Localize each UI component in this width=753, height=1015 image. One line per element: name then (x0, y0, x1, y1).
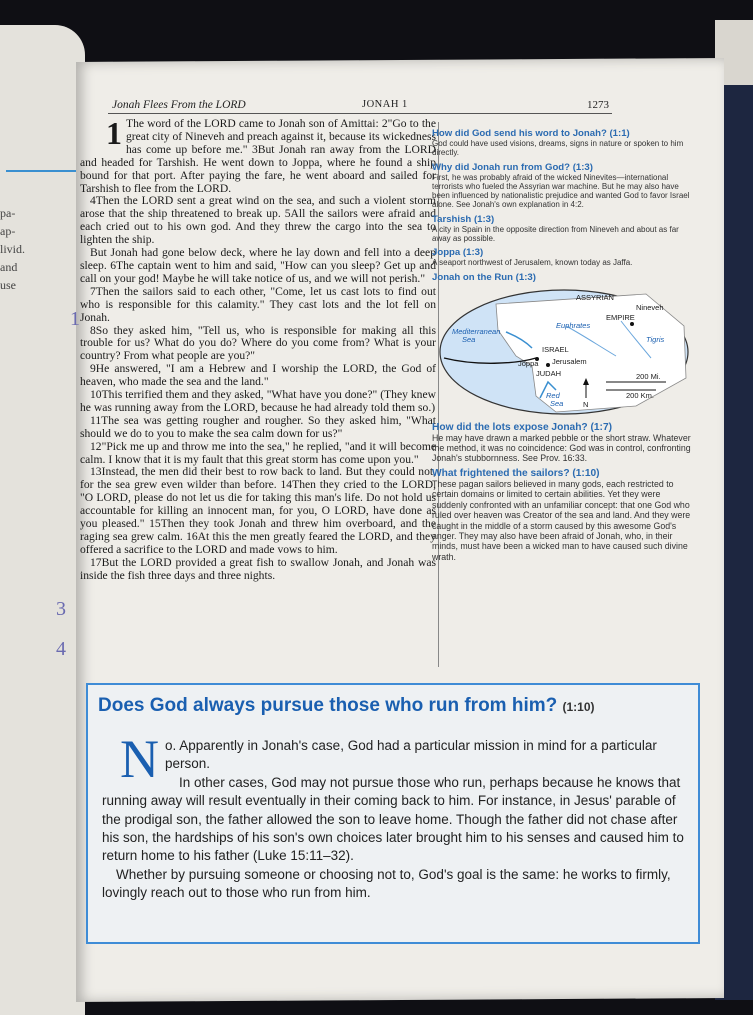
map-label-north: N (583, 399, 589, 409)
margin-annotation: 3 (56, 598, 66, 620)
map-label-red-sea: Sea (550, 398, 564, 408)
map-svg (436, 286, 692, 416)
note-text: God could have used visions, dreams, signs in nature or spoken to him directly. (432, 139, 684, 158)
verse-paragraph: 10This terrified them and they asked, "What have you done?" (They knew he was running away from the LORD, because he had already told them so.) (80, 388, 436, 414)
chapter-number: 1 (106, 115, 122, 151)
note-title: How did the lots expose Jonah? (1:7) (432, 421, 612, 433)
map-label-assyrian: ASSYRIAN (576, 292, 614, 302)
feature-paragraph: In other cases, God may not pursue those who run, perhaps because he knows that running away will result eventually in their coming back to him. For instance, in Jesus' parable of the prodigal son, the father allowed the son to leave home. Though the father did not chase after his son, the hardships of his son's own choices later brought him to his senses and caused him to return home to his father (Luke 15:11–32). (102, 774, 684, 864)
map-title: Jonah on the Run (1:3) (432, 271, 536, 283)
study-note (432, 128, 697, 158)
verse-paragraph: But Jonah had gone below deck, where he lay down and fell into a deep sleep. 6The captain went to him and said, "How can you sleep? Get up and call on your god! Maybe he will take notice of us, and we will not perish." (80, 246, 436, 285)
feature-paragraph: o. Apparently in Jonah's case, God had a particular mission in mind for a particular person. (165, 738, 657, 772)
margin-annotation: 4 (56, 638, 66, 660)
left-page-fragment: livid. (0, 242, 26, 256)
jerusalem-marker (546, 363, 550, 367)
map-jonah-on-the-run (436, 286, 692, 416)
map-label-euphrates: Euphrates (556, 320, 591, 330)
verse-paragraph: 7Then the sailors said to each other, "Come, let us cast lots to find out who is responsible for this calamity." They cast lots and the lot fell on Jonah. (80, 284, 436, 324)
feature-title-text: Does God always pursue those who run from him? (98, 695, 558, 716)
feature-title (98, 695, 595, 717)
section-heading: Jonah Flees From the LORD (112, 99, 246, 111)
note-title: Joppa (1:3) (432, 247, 484, 259)
note-text: These pagan sailors believed in many gods, each restricted to certain domains or limited to certain abilities. Yet they were suddenly confronted with an unfamiliar concept: that one God who ruled over heaven was Creator of the sea and land. And they were caught in the middle of a storm caused by this awesome God's anger. They may also have been afraid of Jonah, who, in their minds, must have been a wicked man to have caused such divine wrath. (432, 478, 691, 562)
page-number: 1273 (587, 99, 609, 111)
verse-paragraph: 9He answered, "I am a Hebrew and I worship the LORD, the God of heaven, who made the sea and the land." (80, 362, 436, 389)
drop-cap: N (120, 729, 159, 789)
nineveh-marker (630, 322, 634, 326)
map-label-israel: ISRAEL (542, 344, 569, 354)
map-label-mediterranean: Mediterranean (452, 326, 501, 336)
map-label-nineveh: Nineveh (636, 302, 664, 312)
map-label-joppa: Joppa (518, 358, 539, 368)
map-label-empire: EMPIRE (606, 312, 635, 322)
study-notes-column (432, 128, 697, 566)
map-label-scale-km: 200 Km. (626, 390, 654, 400)
note-text: A seaport northwest of Jerusalem, known today as Jaffa. (432, 258, 633, 268)
verse-paragraph: 11The sea was getting rougher and rougher. So they asked him, "What should we do to you to make the sea calm down for us?" (80, 413, 436, 440)
verse-paragraph: 4Then the LORD sent a great wind on the sea, and such a violent storm arose that the ship threatened to break up. 5All the sailors were afraid and each cried out to his own god. And they threw the cargo into the sea to lighten the ship. (80, 194, 436, 247)
left-page (0, 25, 85, 1015)
note-title: Tarshish (1:3) (432, 213, 495, 225)
verse-paragraph: The word of the LORD came to Jonah son of Amittai: 2"Go to the great city of Nineveh and preach against it, because its wickedness has come up before me." 3But Jonah ran away from the LORD and headed for Tarshish. He went down to Joppa, where he found a ship bound for that port. After paying the fare, he went aboard and sailed for Tarshish to flee from the LORD. (80, 117, 436, 195)
left-page-rule (6, 170, 76, 172)
note-text: First, he was probably afraid of the wicked Ninevites—international terrorists who fueled the Assyrian war machine. But he may also have been influenced by nationalistic prejudice and wanted God to favor Israel alone. See Jonah's own explanation in 4:2. (432, 172, 690, 210)
note-title: Why did Jonah run from God? (1:3) (432, 161, 593, 173)
note-title: What frightened the sailors? (1:10) (432, 467, 600, 479)
running-head: JONAH 1 (362, 99, 408, 110)
verse-paragraph: 12"Pick me up and throw me into the sea," he replied, "and it will become calm. I know that it is my fault that this great storm has come upon you." (80, 439, 436, 466)
study-note (432, 162, 697, 210)
study-note (432, 422, 697, 464)
scripture-column (80, 115, 436, 670)
feature-body (102, 729, 684, 903)
map-label-mediterranean-sea: Sea (462, 334, 476, 344)
header-rule (108, 113, 612, 114)
study-note (432, 214, 697, 244)
map-label-jerusalem: Jerusalem (552, 356, 587, 366)
note-text: He may have drawn a marked pebble or the short straw. Whatever the method, it was no coincidence: God was in control, confronting Jonah's stubbornness. See Prov. 16:33. (432, 432, 691, 464)
study-note (432, 468, 697, 562)
feature-box (86, 683, 700, 944)
verse-paragraph: 13Instead, the men did their best to row back to land. But they could not, for the sea grew even wilder than before. 14Then they cried to the LORD, "O LORD, please do not let us die for taking this man's life. Do not hold us accountable for killing an innocent man, for you, O LORD, have done as you pleased." 15Then they took Jonah and threw him overboard, and the raging sea grew calm. 16At this the men greatly feared the LORD, and they offered a sacrifice to the LORD and made vows to him. (80, 465, 436, 556)
verse-paragraph: 8So they asked him, "Tell us, who is responsible for making all this trouble for us? What do you do? Where do you come from? What is your country? From what people are you?" (80, 323, 436, 363)
study-note (432, 247, 697, 267)
map-label-judah: JUDAH (536, 368, 562, 378)
feature-paragraph: Whether by pursuing someone or choosing not to, God's goal is the same: he works to firmly, lovingly reach out to those who run from him. (102, 866, 671, 901)
map-label-tigris: Tigris (646, 334, 665, 344)
left-page-fragment: and (0, 260, 18, 274)
note-title: How did God send his word to Jonah? (1:1) (432, 128, 630, 139)
left-page-fragment: pa- (0, 206, 16, 220)
map-label-scale-mi: 200 Mi. (636, 371, 661, 381)
feature-title-ref: (1:10) (562, 700, 595, 714)
lower-notes (432, 422, 697, 562)
margin-annotation: 1 (70, 308, 80, 330)
left-page-fragment: use (0, 278, 16, 292)
note-text: A city in Spain in the opposite direction from Nineveh and about as far away as possible. (432, 224, 679, 244)
left-page-fragment: ap- (0, 224, 16, 238)
verse-paragraph: 17But the LORD provided a great fish to swallow Jonah, and Jonah was inside the fish three days and three nights. (80, 555, 436, 582)
map-label-red: Red (546, 390, 560, 400)
